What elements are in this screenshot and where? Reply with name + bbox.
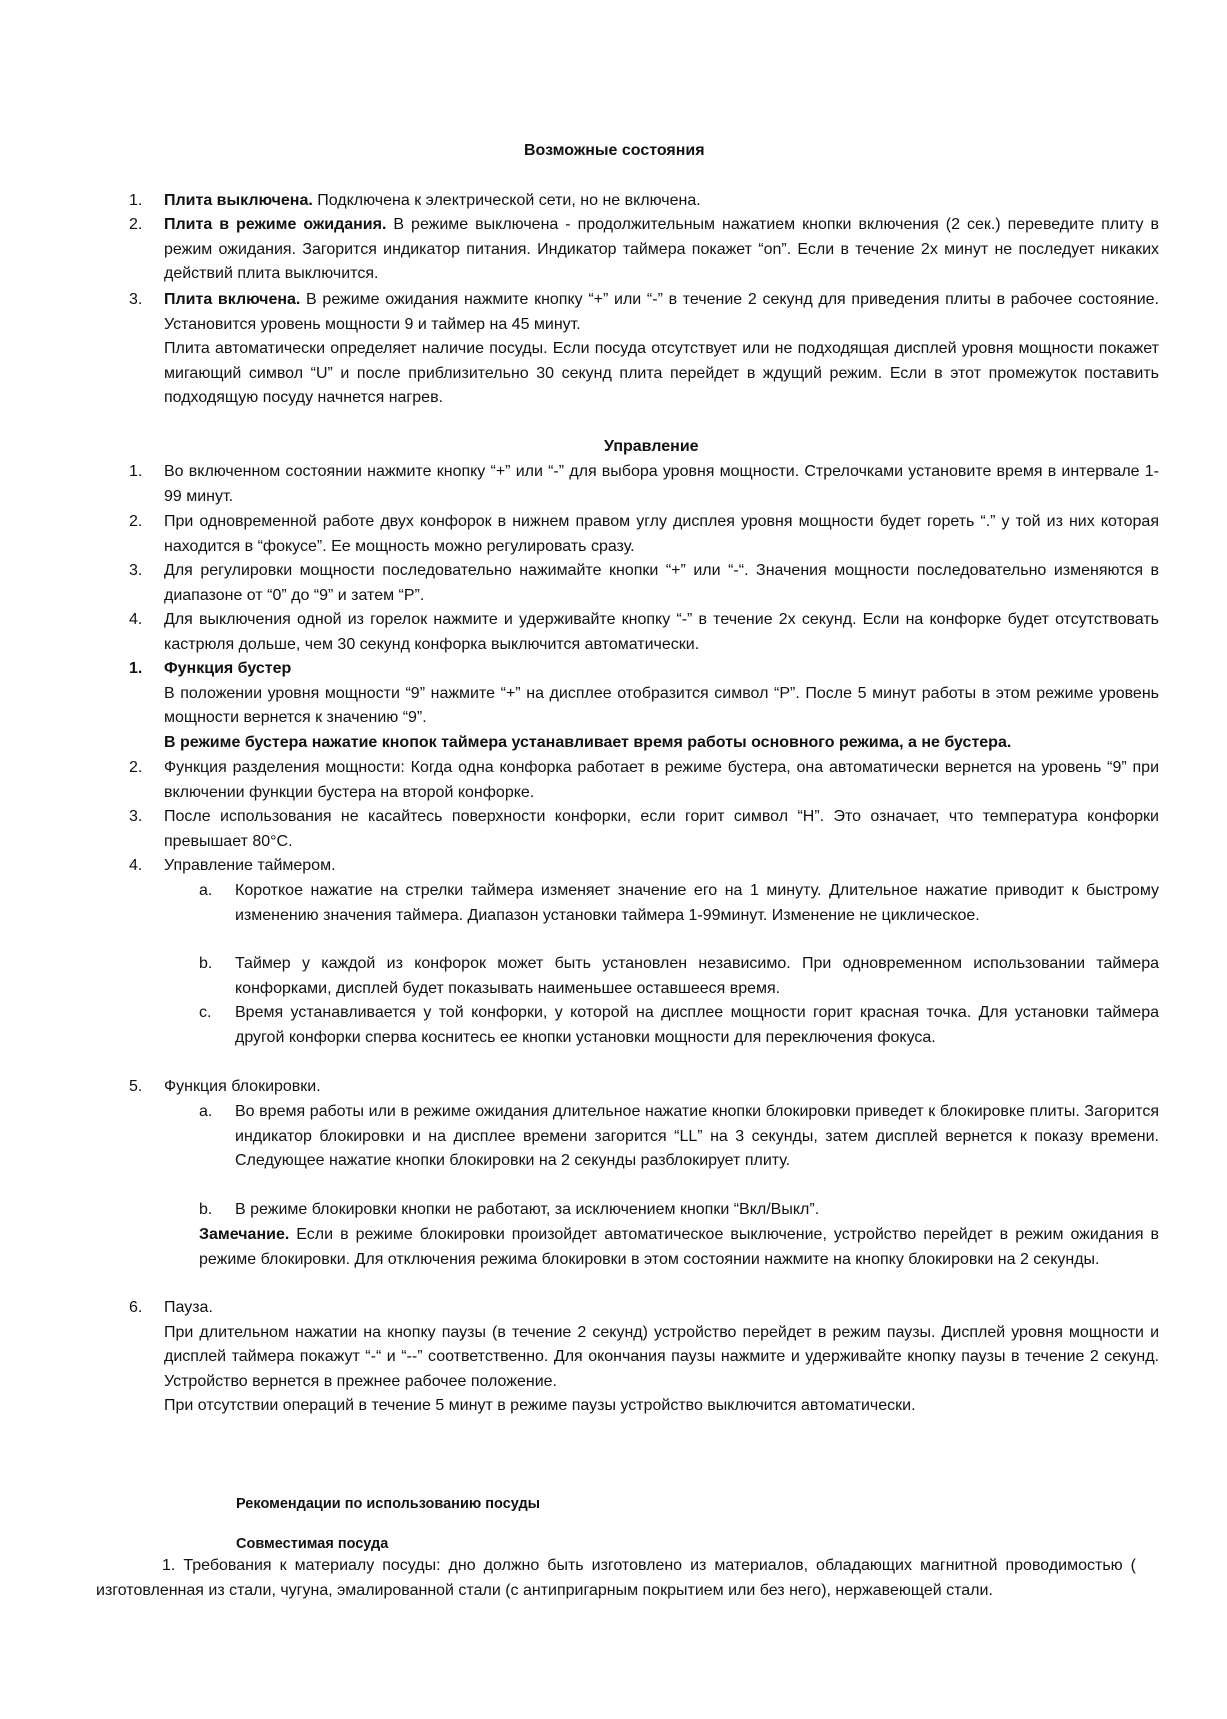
timer-sub-a-text: Короткое нажатие на стрелки таймера изменяет значение его на 1 минуту. Длительное нажатие приводит к быстрому изменению значения таймера. Диапазон установки таймера 1-99минут. Изменение не циклическое. [235, 882, 1159, 924]
pause-extra: При отсутствии операций в течение 5 минут в режиме паузы устройство выключится автоматически. [164, 1397, 916, 1414]
states-item-1 [129, 189, 1159, 214]
control-item-power-split [129, 756, 1159, 805]
states-item-1-text: Подключена к электрической сети, но не включена. [312, 192, 701, 209]
booster-text: В положении уровня мощности “9” нажмите “+” на дисплее отобразится символ “P”. После 5 минут работы в этом режиме уровень мощности вернется к значению “9”. [164, 684, 1159, 726]
timer-sub-b [199, 952, 1159, 1001]
states-item-1-lead: Плита выключена. [164, 192, 313, 209]
control-item-1 [129, 460, 1159, 509]
cookware-text: 1. Требования к материалу посуды: дно должно быть изготовлено из материалов, обладающих магнитной проводимостью ( изготовленная из стали, чугуна, эмалированной стали (с антипригарным покрытием или без него), нержавеющей стали. [96, 1557, 1136, 1599]
timer-number: 4. [129, 857, 143, 874]
lock-sub-a-text: Во время работы или в режиме ожидания длительное нажатие кнопки блокировки приведет к блокировке плиты. Загорится индикатор блокировки и на дисплее времени загорится “LL” на 3 секунды, затем дисплей вернется к показу времени. Следующее нажатие кнопки блокировки на 2 секунды разблокирует плиту. [235, 1103, 1159, 1169]
cookware-subtitle: Совместимая посуда [236, 1536, 389, 1552]
timer-sub-c [199, 1001, 1159, 1050]
cookware-title: Рекомендации по использованию посуды [236, 1496, 541, 1512]
timer-sub-c-letter: c. [199, 1004, 212, 1021]
control-item-hot-surface [129, 805, 1159, 854]
lock-title: Функция блокировки. [164, 1078, 321, 1095]
control-item-2-number: 2. [129, 513, 143, 530]
lock-sub-a [199, 1100, 1159, 1174]
booster-title: Функция бустер [164, 660, 292, 677]
booster-note: В режиме бустера нажатие кнопок таймера устанавливает время работы основного режима, а не бустера. [164, 733, 1012, 751]
states-item-2-text: В режиме выключена - продолжительным нажатием кнопки включения (2 сек.) переведите плиту в режим ожидания. Загорится индикатор питания. Индикатор таймера покажет “on”. Если в течение 2х минут не последует никаких действий плита выключится. [164, 216, 1160, 282]
control-item-2 [129, 510, 1159, 559]
states-item-3 [129, 288, 1159, 411]
states-item-2 [129, 213, 1159, 287]
power-split-number: 2. [129, 759, 143, 776]
states-item-2-lead: Плита в режиме ожидания. [164, 216, 387, 233]
states-item-2-number: 2. [129, 216, 143, 233]
control-item-1-text: Во включенном состоянии нажмите кнопку “+” или “-” для выбора уровня мощности. Стрелочками установите время в интервале 1-99 минут. [164, 463, 1159, 505]
lock-note [199, 1223, 1159, 1272]
control-item-3 [129, 559, 1159, 608]
lock-note-lead: Замечание. [199, 1226, 290, 1243]
states-title: Возможные состояния [524, 142, 705, 159]
lock-note-text: Если в режиме блокировки произойдет автоматическое выключение, устройство перейдет в режим ожидания в режиме блокировки. Для отключения режима блокировки в этом состоянии нажмите на кнопку блокировки на 2 секунды. [199, 1226, 1159, 1268]
states-item-2-body [164, 213, 1159, 287]
pause-text: При длительном нажатии на кнопку паузы (в течение 2 секунд) устройство перейдет в режим паузы. Дисплей уровня мощности и дисплей таймера покажут “-“ и “--” соответственно. Для окончания паузы нажмите и удерживайте кнопку паузы в течение 2 секунд. Устройство вернется в прежнее рабочее положение. [164, 1323, 1159, 1390]
control-item-4-text: Для выключения одной из горелок нажмите и удерживайте кнопку “-” в течение 2х секунд. Если на конфорке будет отсутствовать кастрюля дольше, чем 30 секунд конфорка выключится автоматически. [164, 611, 1159, 653]
pause-section [129, 1296, 1159, 1419]
timer-sub-b-text: Таймер у каждой из конфорок может быть установлен независимо. При одновременном использовании таймера конфорками, дисплей будет показывать наименьшее оставшееся время. [235, 955, 1159, 997]
states-item-1-body [164, 189, 1159, 214]
states-item-3-text: В режиме ожидания нажмите кнопку “+” или “-” в течение 2 секунд для приведения плиты в рабочее состояние. Установится уровень мощности 9 и таймер на 45 минут. [164, 291, 1159, 333]
timer-title: Управление таймером. [164, 857, 336, 874]
hot-surface-number: 3. [129, 808, 143, 825]
timer-section [129, 854, 1159, 879]
timer-sub-a-letter: a. [199, 882, 213, 899]
control-item-3-number: 3. [129, 562, 143, 579]
booster-section [129, 657, 1159, 755]
power-split-text: Функция разделения мощности: Когда одна конфорка работает в режиме бустера, она автоматически вернется на уровень “9” при включении функции бустера на второй конфорке. [164, 759, 1159, 801]
states-item-3-extra: Плита автоматически определяет наличие посуды. Если посуда отсутствует или не подходящая дисплей уровня мощности покажет мигающий символ “U” и после приблизительно 30 секунд плита перейдет в ждущий режим. Если в этот промежуток поставить подходящую посуду начнется нагрев. [164, 340, 1159, 406]
hot-surface-text: После использования не касайтесь поверхности конфорки, если горит символ “H”. Это означает, что температура конфорки превышает 80°C. [164, 808, 1159, 850]
lock-sub-b-letter: b. [199, 1201, 213, 1218]
lock-section [129, 1075, 1159, 1100]
booster-number: 1. [129, 660, 143, 677]
states-item-1-number: 1. [129, 192, 143, 209]
states-item-3-body [164, 288, 1159, 337]
states-item-3-number: 3. [129, 291, 143, 308]
states-item-3-lead: Плита включена. [164, 291, 301, 308]
control-title: Управление [604, 438, 699, 455]
timer-sub-c-text: Время устанавливается у той конфорки, у которой на дисплее мощности горит красная точка. Для установки таймера другой конфорки сперва коснитесь ее кнопки установки мощности для переключения фокуса. [235, 1004, 1159, 1046]
lock-sub-b [199, 1198, 1159, 1223]
control-item-3-text: Для регулировки мощности последовательно нажимайте кнопки “+” или “-“. Значения мощности последовательно изменяются в диапазоне от “0” до “9” и затем “P”. [164, 562, 1159, 604]
pause-title: Пауза. [164, 1299, 213, 1316]
control-item-4-number: 4. [129, 611, 143, 628]
lock-number: 5. [129, 1078, 143, 1095]
lock-sub-b-text: В режиме блокировки кнопки не работают, за исключением кнопки “Вкл/Выкл”. [235, 1201, 820, 1218]
pause-number: 6. [129, 1299, 143, 1316]
control-item-1-number: 1. [129, 463, 143, 480]
control-item-4 [129, 608, 1159, 657]
timer-sub-b-letter: b. [199, 955, 213, 972]
control-item-2-text: При одновременной работе двух конфорок в нижнем правом углу дисплея уровня мощности будет гореть “.” у той из них которая находится в “фокусе”. Ее мощность можно регулировать сразу. [164, 513, 1159, 555]
lock-sub-a-letter: a. [199, 1103, 213, 1120]
timer-sub-a [199, 879, 1159, 928]
